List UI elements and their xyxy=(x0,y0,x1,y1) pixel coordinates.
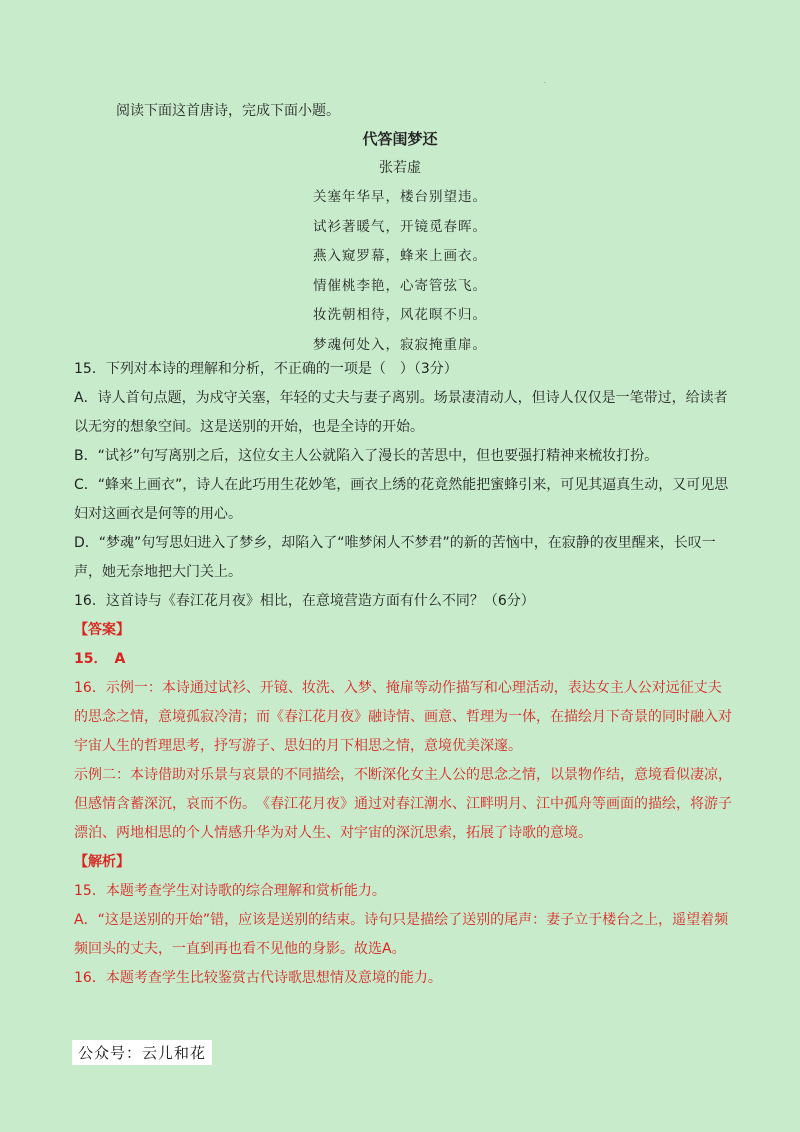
analysis-15-head: 15．本题考查学生对诗歌的综合理解和赏析能力。 xyxy=(74,883,386,899)
answer-15: 15． A xyxy=(74,651,126,667)
answer-header: 【答案】 xyxy=(74,622,130,638)
analysis-15-body: A．“这是送别的开始”错，应该是送别的结束。诗句只是描绘了送别的尾声：妻子立于楼台之上，遥望着频频回头的丈夫，一直到再也看不见他的身影。故选A。 xyxy=(74,912,729,957)
poem-line: 梦魂何处入，寂寂掩重扉。 xyxy=(313,336,487,353)
analysis-16-head: 16．本题考查学生比较鉴赏古代诗歌思想情及意境的能力。 xyxy=(74,970,442,986)
answer-16-example-1: 16．示例一：本诗通过试衫、开镜、妆洗、入梦、掩扉等动作描写和心理活动，表达女主人公对远征丈夫的思念之情，意境孤寂冷清；而《春江花月夜》融诗情、画意、哲理为一体，在描绘月下奇景的同时融入对宇宙人生的哲理思考，抒写游子、思妇的月下相思之情，意境优美深邃。 xyxy=(74,680,732,754)
analysis-header: 【解析】 xyxy=(74,854,130,870)
question-16-stem: 16．这首诗与《春江花月夜》相比，在意境营造方面有什么不同？（6分） xyxy=(74,593,535,609)
question-15-option-d: D．“梦魂”句写思妇进入了梦乡，却陷入了“唯梦闲人不梦君”的新的苦恼中，在寂静的夜里醒来，长叹一声，她无奈地把大门关上。 xyxy=(74,535,716,580)
poem-title: 代答闺梦还 xyxy=(362,130,438,148)
poem-author: 张若虚 xyxy=(379,160,421,176)
question-15-option-c: C．“蜂来上画衣”，诗人在此巧用生花妙笔，画衣上绣的花竟然能把蜜蜂引来，可见其逼真生动，又可见思妇对这画衣是何等的用心。 xyxy=(74,477,729,522)
intro-text: 阅读下面这首唐诗，完成下面小题。 xyxy=(116,103,340,119)
poem-line: 试衫著暖气，开镜觅春晖。 xyxy=(313,218,487,235)
poem-line: 关塞年华早，楼台别望违。 xyxy=(313,189,487,205)
poem-line: 妆洗朝相待，风花暝不归。 xyxy=(313,307,487,323)
poem-body xyxy=(0,183,800,360)
question-15-option-a: A．诗人首句点题，为戍守关塞，年轻的丈夫与妻子离别。场景凄清动人，但诗人仅仅是一笔带过，给读者以无穷的想象空间。这是送别的开始，也是全诗的开始。 xyxy=(74,390,728,435)
questions-and-answers xyxy=(74,355,734,993)
question-15-option-b: B．“试衫”句写离别之后，这位女主人公就陷入了漫长的苦思中，但也要强打精神来梳妆打扮。 xyxy=(74,448,659,464)
question-15-stem: 15．下列对本诗的理解和分析，不正确的一项是（ ）（3分） xyxy=(74,361,458,377)
poem-line: 情催桃李艳，心寄管弦飞。 xyxy=(313,277,487,294)
poem-line: 燕入窥罗幕，蜂来上画衣。 xyxy=(313,248,487,264)
page-mark: · xyxy=(544,80,546,87)
footer-watermark: 公众号：云儿和花 xyxy=(72,1040,212,1065)
answer-16-example-2: 示例二：本诗借助对乐景与哀景的不同描绘，不断深化女主人公的思念之情，以景物作结，意境看似凄凉，但感情含蓄深沉，哀而不伤。 《春江花月夜》通过对春江潮水、江畔明月、江中孤舟等画面的描绘，将游子漂泊、两地相思的个人情感升华为对人生、对宇宙的深沉思索，拓展了诗歌的意境。 xyxy=(74,767,732,841)
